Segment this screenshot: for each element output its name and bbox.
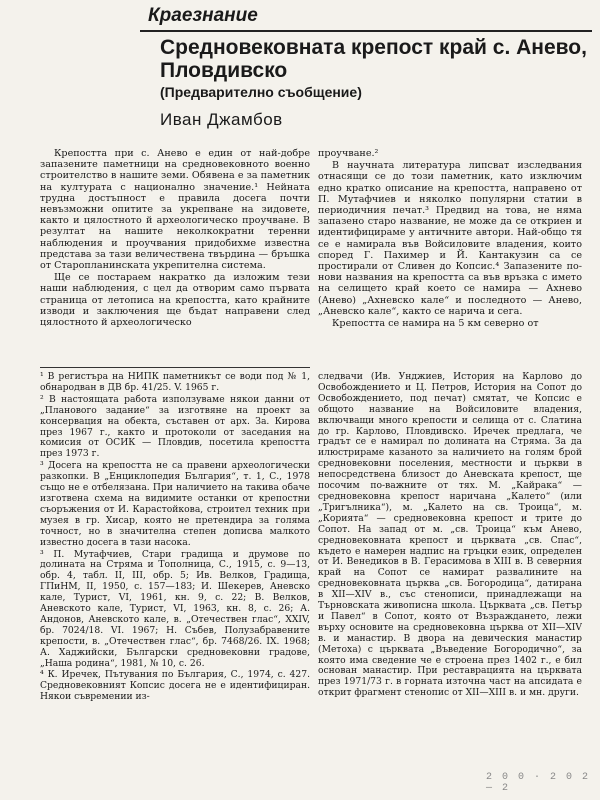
body-paragraph: Крепостта при с. Анево е един от най-добре запазените паметници на средновековното военно строителство в нашите земи. Обявена е за паметник на културата с национално значение.¹ Нейната трудна достъпност е правила досега почти невъзможни опитите за укрепване на зидовете, както и цялостното й археологическо проучване. В резултат на нашите неколкократни теренни наблюдения и проучвания придобихме известна представа за тази величествена твърдина — бръшка от Старопланинската укрепителна система. xyxy=(40,148,310,272)
footnote: ¹ В регистъра на НИПК паметникът се води под № 1, обнародван в ДВ бр. 41/25. V. 1965 г. xyxy=(40,372,310,393)
section-rubric: Краезнание xyxy=(148,5,258,26)
footnote: следвачи (Ив. Унджиев, История на Карлово до Освобождението и Ц. Петров, История на Сопот до Освобождението, под печат) смятат, че Копсис е общото название на Войсиловите владения, включващи много крепости и селища от с. Слатина до гр. Карлово, Пловдивско. Иречек предлага, че градът се е намирал по долината на Стряма. За да илюстрираме казаното за наличието на голям брой средновековни поселения, местности и църкви в непосредствена близост до Аневската крепост, ще посочим по-важните от тях. М. „Кайрака“ — средновековна крепост наричана „Калето“ (или „Тригълника“), м. „Калето на св. Троица“, м. „Корията“ — средновековна крепост и трите до Сопот. На запад от м. „св. Троица“ към Анево, средновековната крепост и църквата „св. Спас“, където е намерен надпис на гръцки език, определен от И. Венедиков в В. Герасимова в XIII в. В северния край на Сопот се намират развалините на средновековната църква „св. Богородица“, датирана в XII—XIV в., със стенописи, принадлежащи на Търновската живописна школа. Църквата „св. Петър и Павел“ в Сопот, която от Възраждането, лежи върху основите на средновековна църква от XII—XIV в. и манастир. В двора на девическия манастир (Метоха) с църквата „Въведение Богородично“, за която има сведение че е строена през 1402 г., е бил основан манастир. При реставрацията на църквата през 1971/73 г. в горната източна част на апсидата е открит фрагмент стенопис от XII—XIII в. и мн. други. xyxy=(318,372,582,699)
article-author: Иван Джамбов xyxy=(160,110,283,129)
body-paragraph: Ще се постараем накратко да изложим тези наши наблюдения, с цел да отворим само първата страница от летописа на крепостта, като крайните изводи и заключения ще бъдат направени след цялостното й археологическо xyxy=(40,272,310,329)
footnote-divider xyxy=(40,367,310,368)
body-paragraph: проучване.² xyxy=(318,148,379,159)
body-column-right xyxy=(318,148,582,366)
article-subtitle: (Предварително съобщение) xyxy=(160,84,362,100)
page-folio: 2 0 0 · 2 0 2 — 2 xyxy=(486,772,591,794)
body-paragraph: В научната литература липсват изследвания отнасящи се до този паметник, като изключим едно кратко описание на крепостта, направено от П. Мутафчиев и няколко популярни статии в периодичния печат.³ Предвид на това, не няма запазено старо название, не може да се откриен и идентифицираме у античните автори. Най-общо тя се е намирала във Войсиловите владения, които според Г. Пахимер и Й. Кантакузин са се простирали от Сливен до Копсис.⁴ Запазените по-нови названия на крепостта са във връзка с името на селището край което се намира — Ахнево (Анево) „Ахневско кале“ и последното — Анево, „Аневско кале“, както се нарича и сега. xyxy=(318,160,582,317)
footnote: ³ Досега на крепостта не са правени археологически разкопки. В „Енциклопедия България“, т. 1, С., 1978 също не е отбелязана. При наличието на такива обаче изготвена схема на видимите останки от крепостни съоръжения от И. Карастойкова, строител техник при музея в гр. Хисар, която не претендира за голяма точност, но в значителна степен дописва малкото известно досега в тази насока. xyxy=(40,460,310,548)
footnote: ⁴ К. Иречек, Пътувания по България, С., 1974, с. 427. Средновековният Копсис досега не е идентифициран. Някои съвремении из- xyxy=(40,669,310,703)
footnote: ² В настоящата работа използуваме някои данни от „Планового задание“ за изготвяне на проект за консервация на обекта, съставен от арх. За. Кирова през 1967 г., както и протоколи от заседания на комисия от ОСИК — Пловдив, посетила крепостта през 1973 г. xyxy=(40,393,310,460)
footnotes-column-right xyxy=(318,372,582,764)
body-column-left xyxy=(40,148,310,366)
body-paragraph: Крепостта се намира на 5 км северно от xyxy=(332,318,539,330)
article-title: Средновековната крепост край с. Анево, Пловдивско xyxy=(160,36,587,82)
footnotes-column-left xyxy=(40,372,310,764)
footnote: ³ П. Мутафчиев, Стари градища и друмове по долината на Стряма и Тополница, С., 1915, с. 9—13, обр. 4, табл. II, III, обр. 5; Ив. Велков, Градища, ГПиНМ, II, 1950, с. 157—183; И. Шекерев, Аневско кале, Турист, VI, 1961, кн. 9, с. 22; В. Велков, Аневското кале, Турист, VI, 1963, кн. 8, с. 26; А. Андонов, Аневското кале, в. „Отечествен глас“, XXIV, бр. 7024/18. VI. 1967; Н. Събев, Полузабравените крепости, в. „Отечествен глас“, бр. 7468/26. IX. 1968; А. Хаджийски, Български средновековни градове, „Наша родина“, 1981, № 10, с. 26. xyxy=(40,548,310,669)
